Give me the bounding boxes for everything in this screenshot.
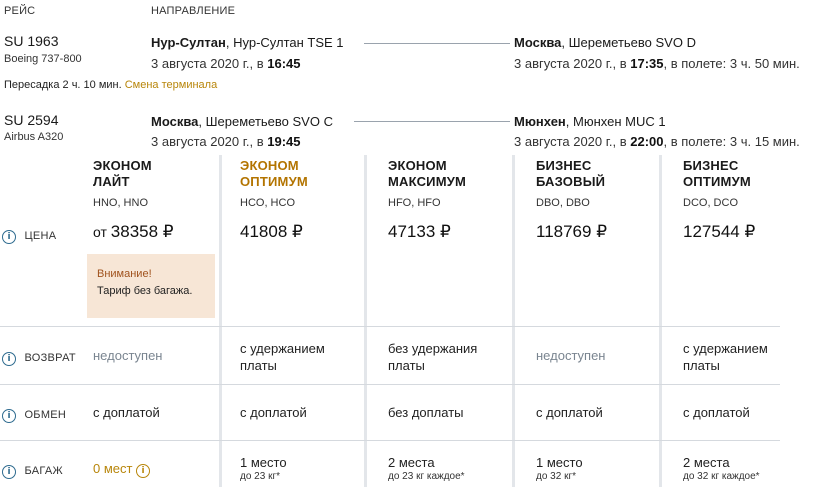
fare-name-line1: БИЗНЕС [683, 158, 739, 173]
fare-column-header[interactable] [388, 158, 466, 209]
departure-location [151, 35, 344, 50]
baggage-weight: до 23 кг каждое* [388, 471, 465, 482]
baggage-count: 2 места [388, 455, 435, 470]
departure-airport: , Нур-Султан TSE 1 [225, 35, 344, 50]
fare-price[interactable]: 118769 ₽ [536, 222, 608, 241]
column-divider [512, 155, 515, 487]
fare-name-line1: БИЗНЕС [536, 158, 592, 173]
arrival-airport: , Шереметьево SVO D [561, 35, 696, 50]
arrival-airport: , Мюнхен MUC 1 [565, 114, 666, 129]
exchange-value: с доплатой [240, 405, 307, 420]
direction-column-header: НАПРАВЛЕНИЕ [151, 5, 236, 17]
fare-codes: HFO, HFO [388, 197, 441, 209]
fare-price[interactable]: 47133 ₽ [388, 222, 451, 241]
column-divider [219, 155, 222, 487]
terminal-change-warning: Смена терминала [124, 79, 218, 91]
refund-line2: платы [683, 358, 720, 373]
refund-line1: с удержанием [240, 341, 325, 356]
arrival-city: Мюнхен [514, 114, 566, 129]
fare-name-line2: ЛАЙТ [93, 174, 130, 189]
fare-name-line2: ОПТИМУМ [683, 174, 751, 189]
fare-name-line2: МАКСИМУМ [388, 174, 467, 189]
row-divider [0, 326, 780, 327]
departure-datetime [151, 134, 301, 149]
baggage-weight: до 32 кг каждое* [683, 471, 760, 482]
departure-datetime [151, 56, 301, 71]
fare-name-line2: БАЗОВЫЙ [536, 174, 606, 189]
arrival-datetime [514, 56, 800, 71]
notice-title: Внимание! [97, 268, 152, 280]
flight-number: SU 2594 [4, 112, 59, 128]
fare-column-header-selected[interactable] [240, 158, 308, 209]
fare-codes: DCO, DCO [683, 197, 738, 209]
info-icon[interactable]: i [136, 464, 150, 478]
info-icon[interactable]: i [2, 409, 16, 423]
baggage-value [93, 460, 150, 478]
arrival-date: 3 августа 2020 г., в [514, 56, 631, 71]
fare-codes: HNO, HNO [93, 197, 148, 209]
row-label: ОБМЕН [24, 409, 67, 421]
baggage-value [683, 454, 760, 482]
exchange-row-label [2, 405, 66, 423]
info-icon[interactable]: i [2, 465, 16, 479]
departure-location [151, 114, 333, 129]
info-icon[interactable]: i [2, 230, 16, 244]
baggage-value [536, 454, 583, 482]
notice-text: Тариф без багажа. [97, 285, 193, 297]
refund-line1: с удержанием [683, 341, 768, 356]
row-divider [0, 440, 780, 441]
departure-city: Нур-Султан [151, 35, 226, 50]
flight-column-header: РЕЙС [4, 5, 36, 17]
refund-value: недоступен [536, 348, 606, 363]
arrival-location [514, 114, 666, 129]
arrival-time: 17:35 [630, 56, 664, 71]
departure-date: 3 августа 2020 г., в [151, 134, 268, 149]
baggage-value [388, 454, 465, 482]
arrival-city: Москва [514, 35, 562, 50]
fare-name-line1: ЭКОНОМ [388, 158, 447, 173]
baggage-value [240, 454, 287, 482]
baggage-count: 0 мест [93, 461, 133, 476]
transfer-duration: Пересадка 2 ч. 10 мин. [4, 79, 122, 91]
baggage-count: 2 места [683, 455, 730, 470]
baggage-weight: до 32 кг* [536, 471, 576, 482]
exchange-value: с доплатой [683, 405, 750, 420]
refund-value: недоступен [93, 348, 163, 363]
transfer-info [4, 79, 217, 91]
info-icon[interactable]: i [2, 352, 16, 366]
exchange-value: без доплаты [388, 405, 464, 420]
fare-column-header[interactable] [93, 158, 152, 209]
fare-name-line1: ЭКОНОМ [240, 158, 299, 173]
baggage-weight: до 23 кг* [240, 471, 280, 482]
departure-airport: , Шереметьево SVO C [198, 114, 333, 129]
departure-date: 3 августа 2020 г., в [151, 56, 268, 71]
route-line [364, 43, 510, 44]
column-divider [364, 155, 367, 487]
refund-line2: платы [388, 358, 425, 373]
row-label: ЦЕНА [24, 230, 57, 242]
row-label: БАГАЖ [24, 465, 63, 477]
refund-value [388, 340, 477, 374]
fare-price[interactable]: 127544 ₽ [683, 222, 756, 241]
aircraft-type: Airbus A320 [4, 131, 64, 143]
refund-value [240, 340, 325, 374]
row-label: ВОЗВРАТ [24, 352, 76, 364]
baggage-count: 1 место [536, 455, 583, 470]
fare-column-header[interactable] [536, 158, 605, 209]
arrival-datetime [514, 134, 800, 149]
departure-time: 16:45 [267, 56, 301, 71]
flight-number: SU 1963 [4, 33, 59, 49]
departure-time: 19:45 [267, 134, 301, 149]
no-baggage-notice [87, 254, 215, 318]
baggage-count: 1 место [240, 455, 287, 470]
aircraft-type: Boeing 737-800 [4, 53, 82, 65]
row-divider [0, 384, 780, 385]
fare-codes: DBO, DBO [536, 197, 590, 209]
refund-line2: платы [240, 358, 277, 373]
price-prefix: от [93, 224, 111, 240]
fare-price[interactable] [93, 222, 174, 242]
refund-line1: без удержания [388, 341, 478, 356]
exchange-value: с доплатой [536, 405, 603, 420]
arrival-date: 3 августа 2020 г., в [514, 134, 631, 149]
price-row-label [2, 226, 56, 244]
refund-row-label [2, 348, 76, 366]
fare-column-header[interactable] [683, 158, 751, 209]
exchange-value: с доплатой [93, 405, 160, 420]
fare-price[interactable]: 41808 ₽ [240, 222, 303, 241]
flight-duration: , в полете: 3 ч. 50 мин. [663, 56, 800, 71]
price-value: 38358 ₽ [110, 222, 174, 241]
baggage-row-label [2, 461, 63, 479]
departure-city: Москва [151, 114, 199, 129]
fare-name-line2: ОПТИМУМ [240, 174, 308, 189]
fare-codes: HCO, HCO [240, 197, 295, 209]
arrival-time: 22:00 [630, 134, 664, 149]
route-line [354, 121, 510, 122]
fare-name-line1: ЭКОНОМ [93, 158, 152, 173]
flight-duration: , в полете: 3 ч. 15 мин. [663, 134, 800, 149]
column-divider [659, 155, 662, 487]
refund-value [683, 340, 768, 374]
arrival-location [514, 35, 696, 50]
